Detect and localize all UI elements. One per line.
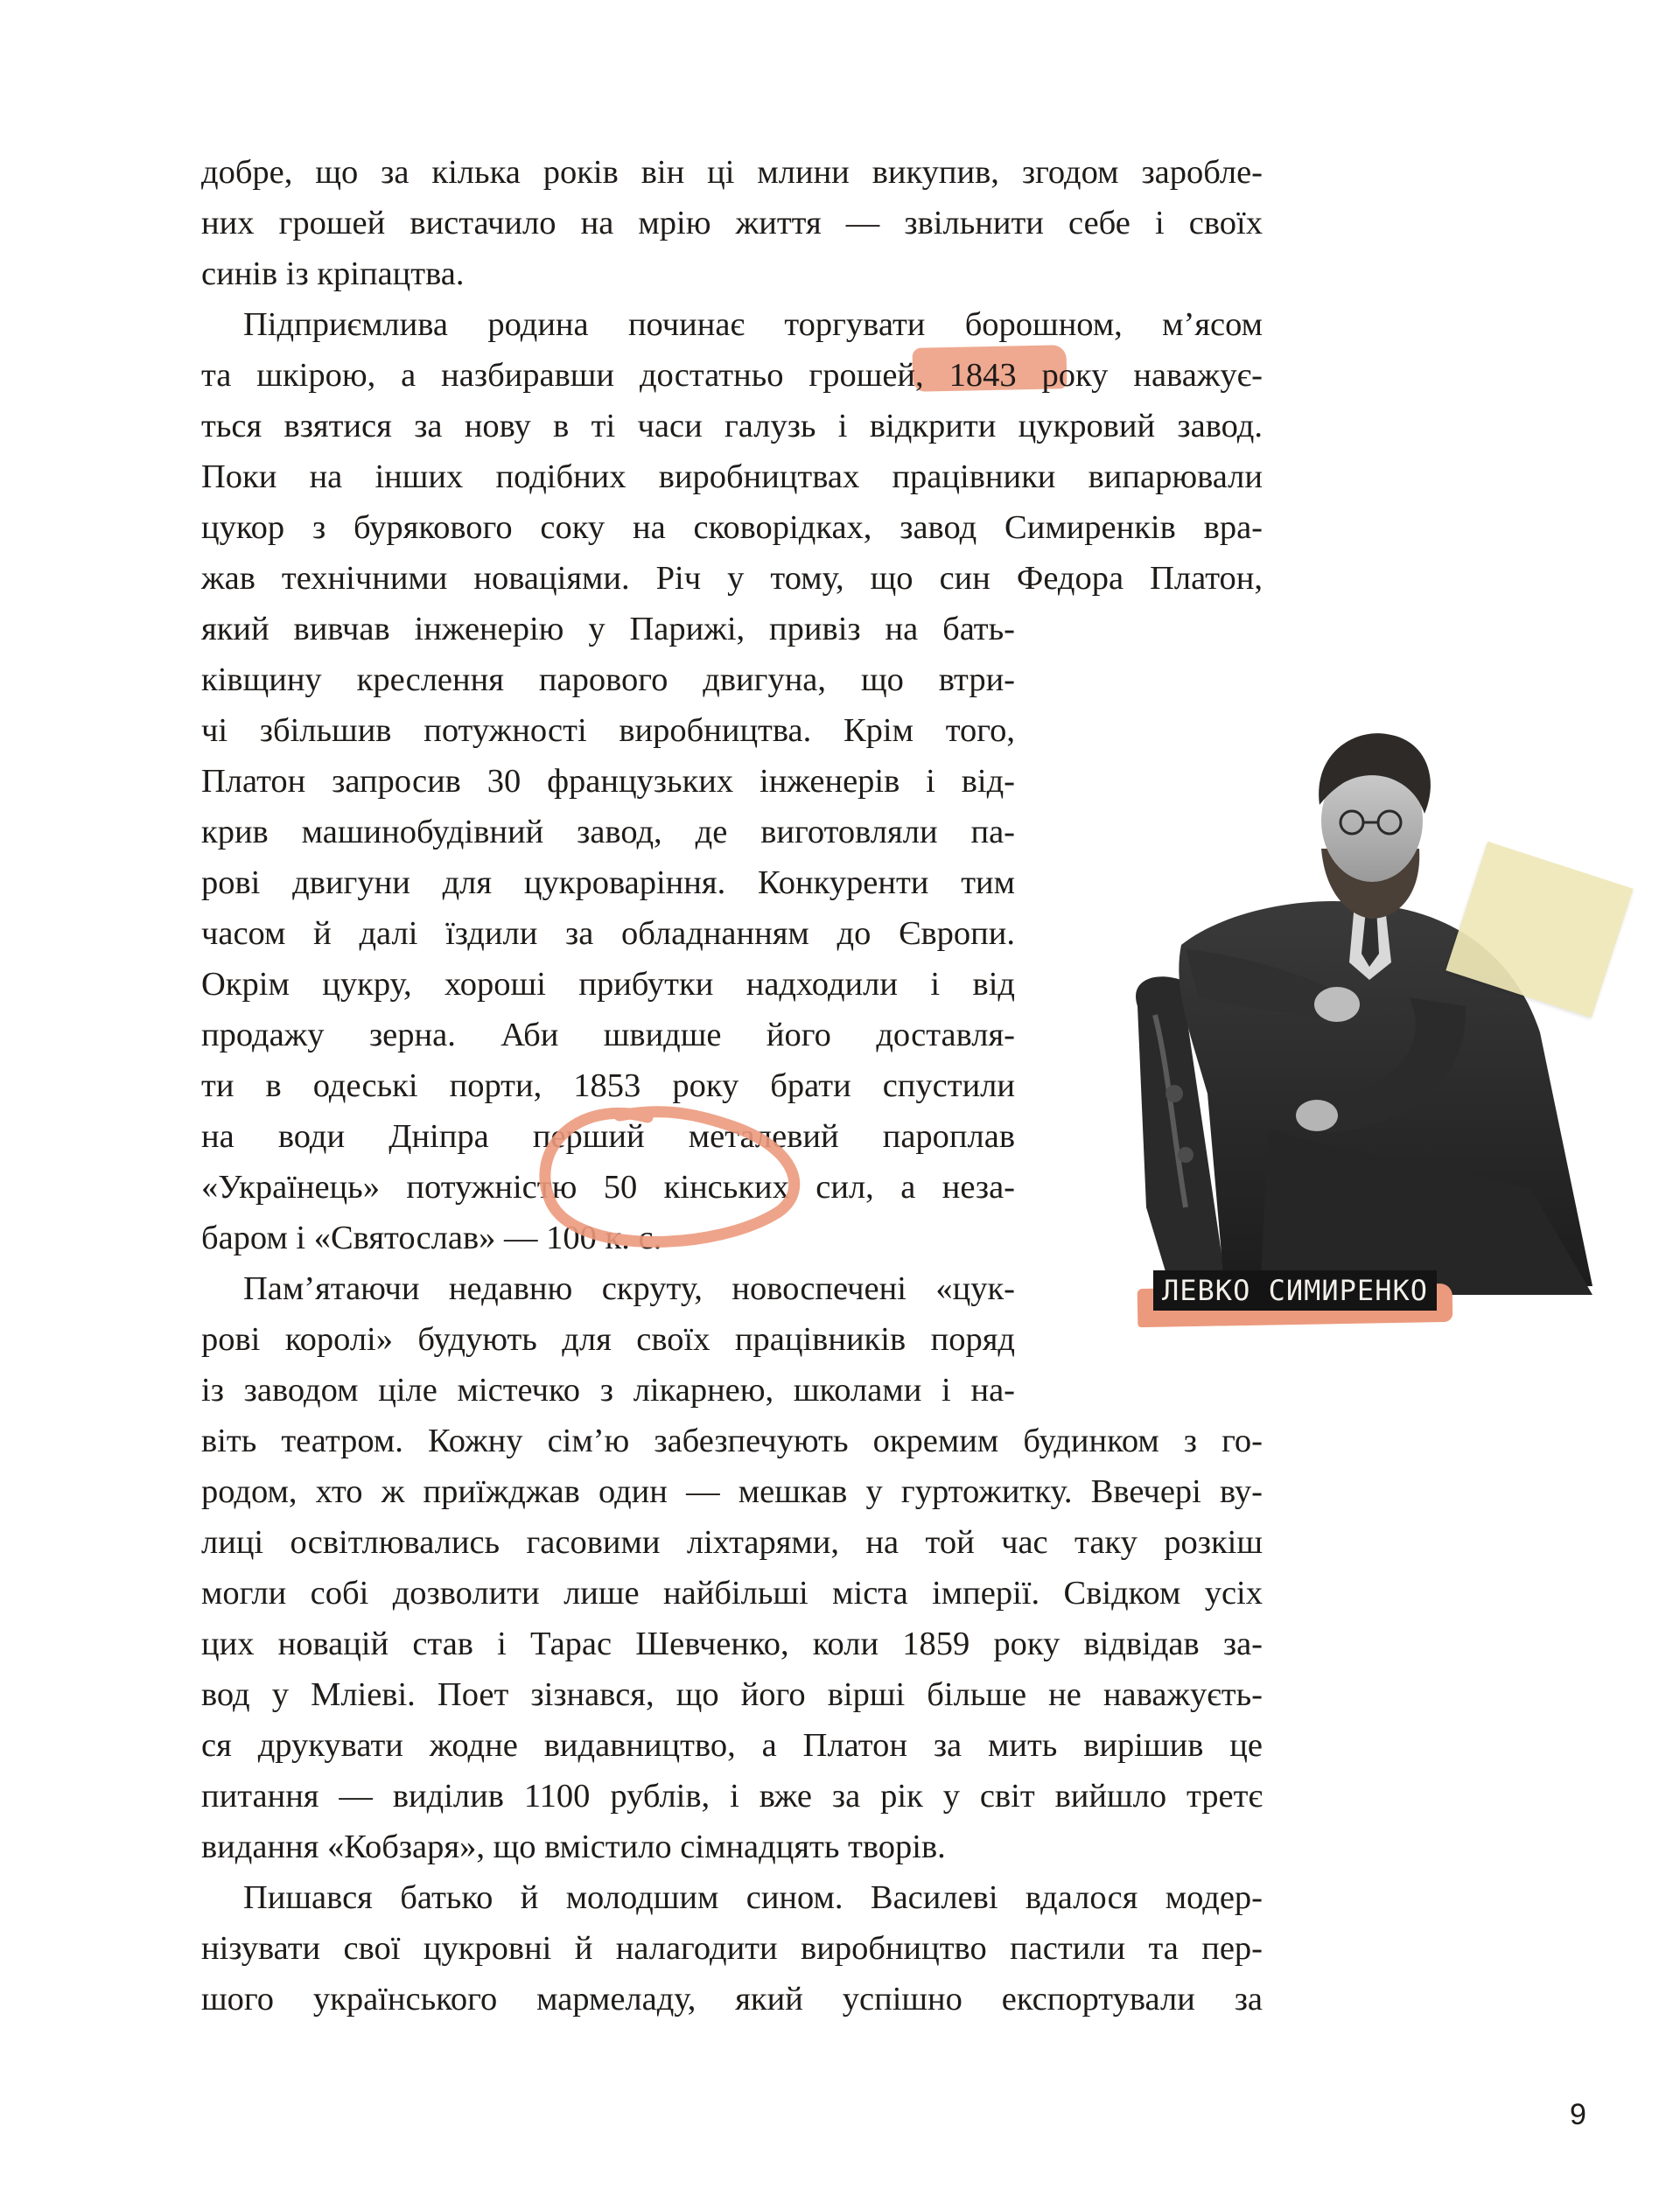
text-line: та шкірою, а назбиравши достатньо грошей, 1843 року наважує-	[201, 357, 1263, 394]
text-line: рові двигуни для цукроваріння. Конкуренти тим	[201, 864, 1015, 901]
text-line: могли собі дозволити лише найбільші міста імперії. Свідком усіх	[201, 1575, 1263, 1612]
text-line: цих новацій став і Тарас Шевченко, коли 1859 року відвідав за-	[201, 1626, 1263, 1662]
text-line: «Українець» потужністю 50 кінських сил, а неза-	[201, 1169, 1015, 1206]
text-line: крив машинобудівний завод, де виготовляли па-	[201, 814, 1015, 850]
text-line: шого українського мармеладу, який успішно експортували за	[201, 1981, 1263, 2018]
text-line: родом, хто ж приїжджав один — мешкав у гуртожитку. Ввечері ву-	[201, 1473, 1263, 1510]
text-line: вод у Мліеві. Поет зізнався, що його вірші більше не наважуєть-	[201, 1676, 1263, 1713]
paragraph-start-line: Пам’ятаючи недавню скруту, новоспечені «цук-	[243, 1270, 1015, 1307]
text-line: ться взятися за нову в ті часи галузь і відкрити цукровий завод.	[201, 408, 1263, 444]
text-line: на води Дніпра перший металевий пароплав	[201, 1118, 1015, 1155]
text-line: жав технічними новаціями. Річ у тому, що син Федора Платон,	[201, 560, 1263, 597]
paragraph-start-line: Пишався батько й молодшим сином. Василеві вдалося модер-	[243, 1879, 1263, 1916]
text-line: Платон запросив 30 французьких інженерів і від-	[201, 763, 1015, 800]
text-line: ківщину креслення парового двигуна, що втри-	[201, 661, 1015, 698]
text-line: який вивчав інженерію у Парижі, привіз на бать-	[201, 611, 1015, 647]
text-line: синів із кріпацтва.	[201, 255, 465, 292]
text-line: із заводом ціле містечко з лікарнею, школами і на-	[201, 1372, 1015, 1409]
text-line: видання «Кобзаря», що вмістило сімнадцять творів.	[201, 1829, 946, 1865]
text-line: рові королі» будують для своїх працівників поряд	[201, 1321, 1015, 1358]
text-line: нізувати свої цукровні й налагодити виробництво пастили та пер-	[201, 1930, 1263, 1967]
text-line: часом й далі їздили за обладнанням до Європи.	[201, 915, 1015, 952]
text-line: лиці освітлювались гасовими ліхтарями, на той час таку розкіш	[201, 1524, 1263, 1561]
portrait-photo	[1120, 717, 1610, 1330]
text-line: ся друкувати жодне видавництво, а Платон за мить вирішив це	[201, 1727, 1263, 1764]
photo-caption: ЛЕВКО СИМИРЕНКО	[1153, 1270, 1437, 1311]
text-line: Поки на інших подібних виробництвах працівники випарювали	[201, 458, 1263, 495]
text-line: добре, що за кілька років він ці млини викупив, згодом зароблe-	[201, 154, 1263, 191]
text-line: продажу зерна. Аби швидше його доставля-	[201, 1017, 1015, 1053]
text-line: них грошей вистачило на мрію життя — звільнити себе і своїх	[201, 205, 1263, 241]
text-line: баром і «Святослав» — 100 к. с.	[201, 1220, 662, 1256]
text-line: питання — виділив 1100 рублів, і вже за рік у світ вийшло третє	[201, 1778, 1263, 1815]
text-line: цукор з бурякового соку на сковорідках, завод Симиренків вра-	[201, 509, 1263, 546]
paragraph-start-line: Підприємлива родина починає торгувати борошном, м’ясом	[243, 306, 1263, 343]
text-line: віть театром. Кожну сім’ю забезпечують окремим будинком з го-	[201, 1423, 1263, 1459]
text-line: Окрім цукру, хороші прибутки надходили і від	[201, 966, 1015, 1003]
text-line: чі збільшив потужності виробництва. Крім того,	[201, 712, 1015, 749]
text-line: ти в одеські порти, 1853 року брати спустили	[201, 1067, 1015, 1104]
page-number: 9	[1570, 2098, 1586, 2131]
